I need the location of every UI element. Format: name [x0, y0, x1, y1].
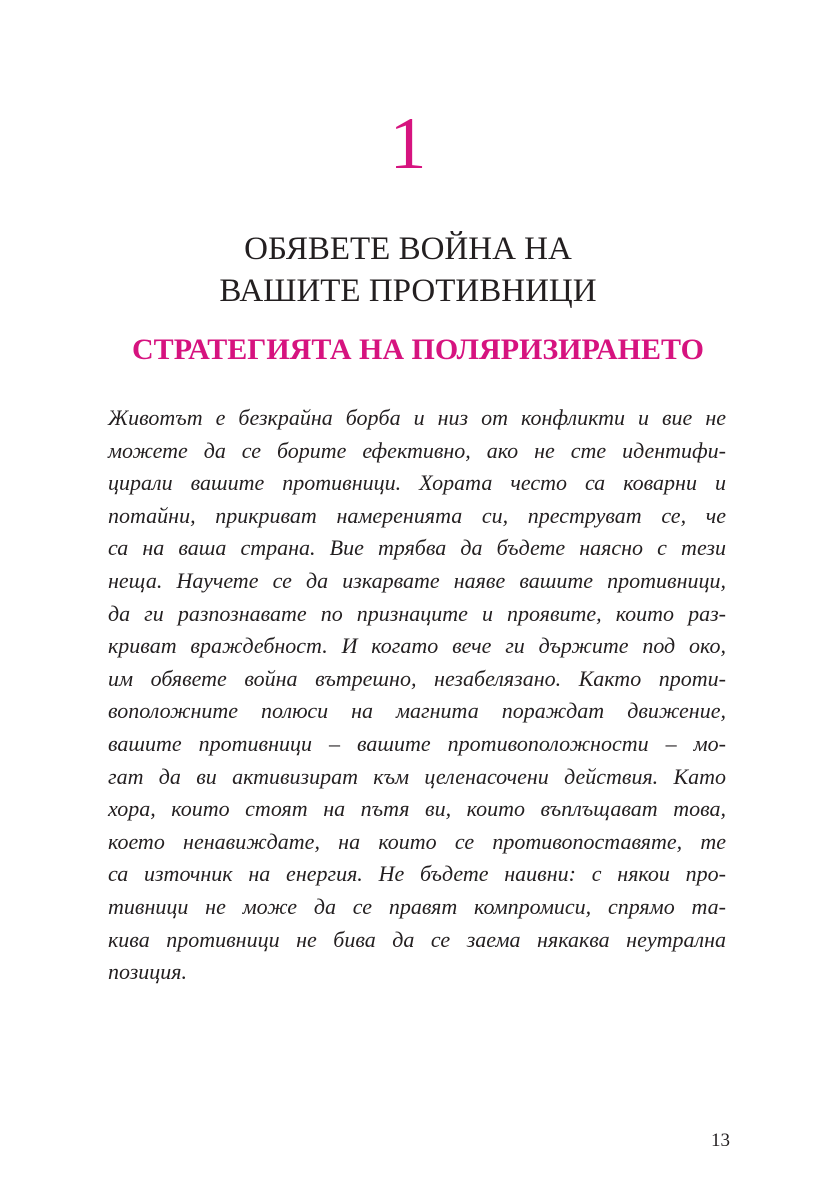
epigraph-paragraph — [108, 402, 726, 989]
epigraph-line: което ненавиждате, на които се противопоставяте, те — [108, 828, 726, 854]
epigraph-line: вашите противници – вашите противоположности – мо- — [108, 730, 726, 756]
epigraph-line: неща. Научете се да изкарвате наяве вашите противници, — [108, 567, 726, 593]
epigraph-line: цирали вашите противници. Хората често са коварни и — [108, 470, 726, 496]
epigraph-line: са източник на енергия. Не бъдете наивни: с някои про- — [108, 861, 726, 887]
epigraph-line: воположните полюси на магнита пораждат движение, — [108, 698, 726, 724]
epigraph-line: позиция. — [108, 959, 188, 985]
epigraph-line: криват враждебност. И когато вече ги държите под око, — [108, 633, 726, 659]
epigraph-line: са на ваша страна. Вие трябва да бъдете наясно с тези — [108, 535, 726, 561]
epigraph-line: потайни, прикриват намеренията си, преструват се, че — [108, 502, 726, 528]
chapter-title-line-1: ОБЯВЕТЕ ВОЙНА НА — [244, 231, 572, 267]
epigraph-line: Животът е безкрайна борба и низ от конфликти и вие не — [108, 405, 726, 430]
chapter-number: 1 — [389, 103, 427, 185]
chapter-title — [0, 228, 816, 312]
page-number: 13 — [711, 1130, 730, 1151]
epigraph-line: да ги разпознавате по признаците и проявите, които раз- — [108, 600, 726, 626]
chapter-subtitle: СТРАТЕГИЯТА НА ПОЛЯРИЗИРАНЕТО — [132, 333, 704, 366]
epigraph-line: им обявете война вътрешно, незабелязано. Както проти- — [108, 665, 726, 691]
epigraph-line: можете да се борите ефективно, ако не сте идентифи- — [108, 437, 726, 463]
epigraph-line: гат да ви активизират към целенасочени действия. Като — [108, 763, 726, 789]
chapter-title-line-2: ВАШИТЕ ПРОТИВНИЦИ — [219, 273, 597, 309]
epigraph-line: хора, които стоят на пътя ви, които въплъщават това, — [108, 796, 726, 822]
epigraph-line: тивници не може да се правят компромиси, спрямо та- — [108, 893, 726, 919]
epigraph-line: кива противници не бива да се заема някаква неутрална — [108, 926, 726, 952]
